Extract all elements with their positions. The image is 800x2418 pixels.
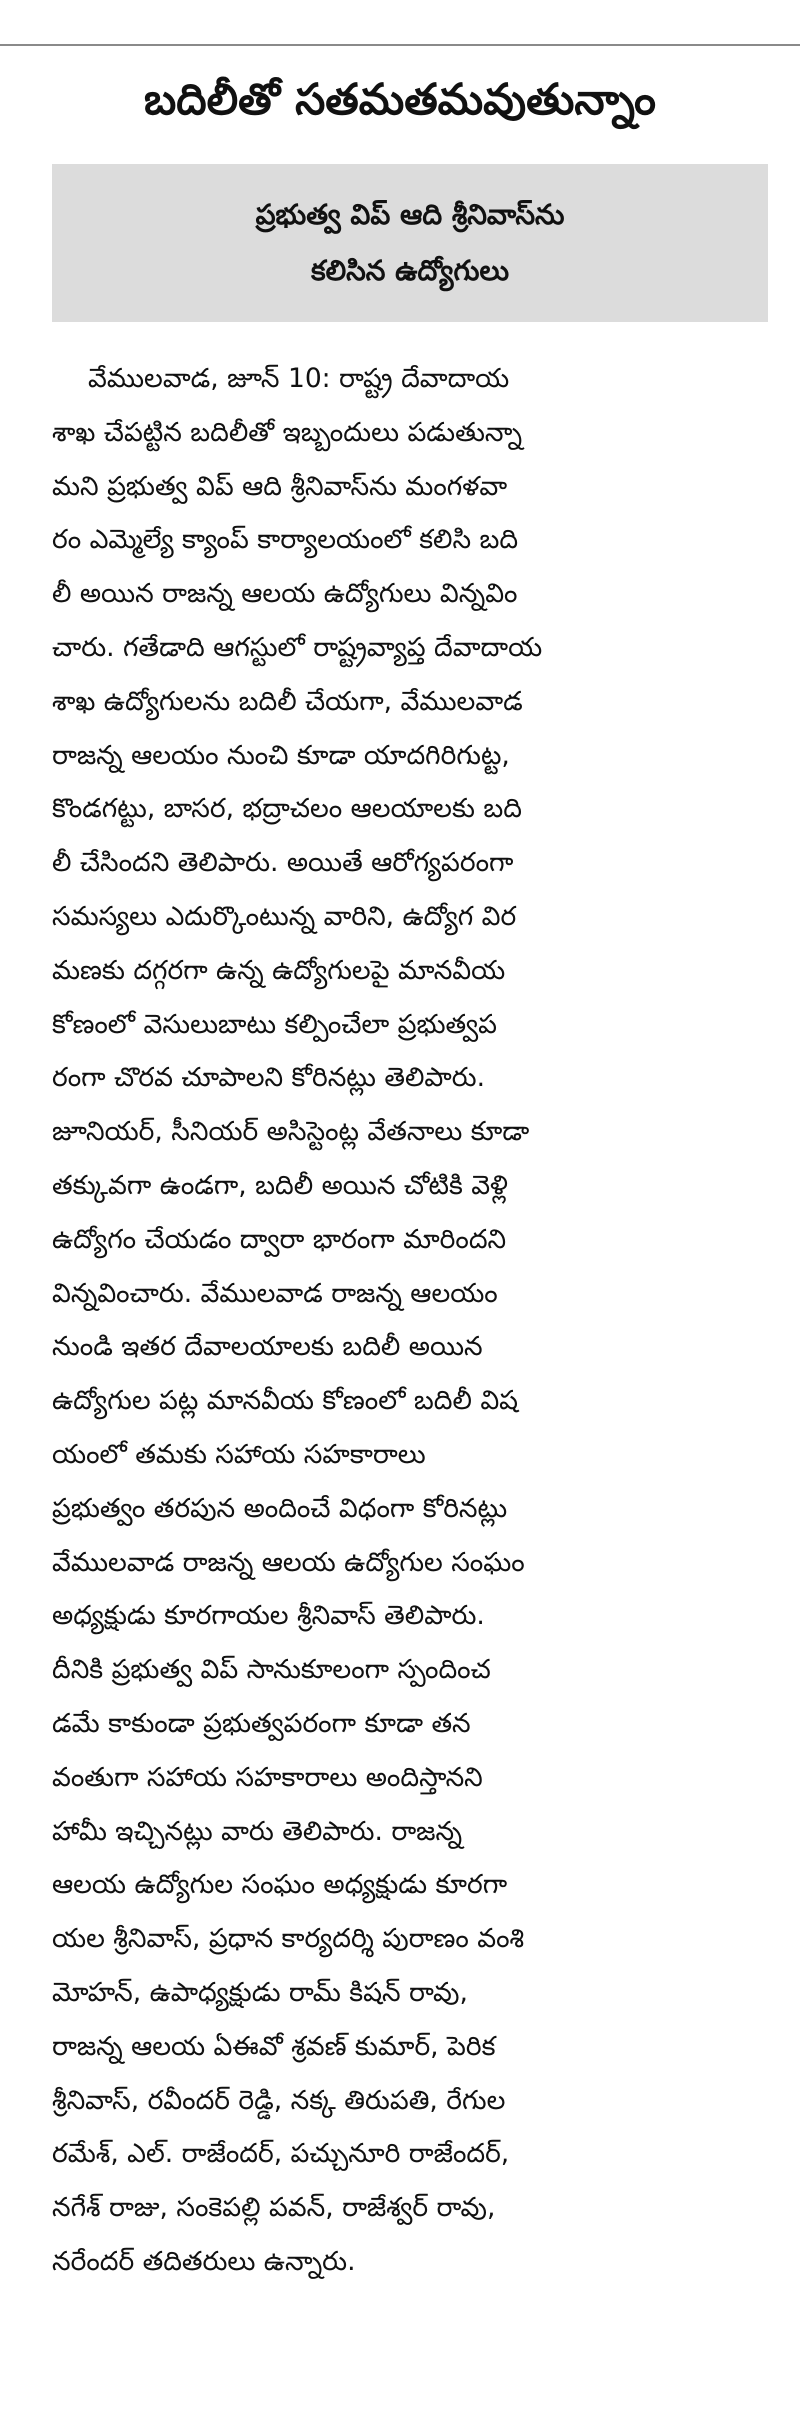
article-body-line: అధ్యక్షుడు కూరగాయల శ్రీనివాస్ తెలిపారు. [52,1600,485,1632]
article-body-line: లీ అయిన రాజన్న ఆలయ ఉద్యోగులు విన్నవిం [52,578,518,610]
article-body-line: ఉద్యోగుల పట్ల మానవీయ కోణంలో బదిలీ విష [52,1385,519,1417]
article-body-line: చారు. గతేడాది ఆగస్టులో రాష్ట్రవ్యాప్త దేవాదాయ [52,631,543,663]
article-body-line: కోణంలో వెసులుబాటు కల్పించేలా ప్రభుత్వప [52,1008,497,1040]
article-body-line: కొండగట్టు, బాసర, భద్రాచలం ఆలయాలకు బది [52,793,522,825]
article-body-line: మని ప్రభుత్వ విప్ ఆది శ్రీనివాస్‌ను మంగళవా [52,470,508,502]
article-body-line: మోహన్, ఉపాధ్యక్షుడు రామ్ కిషన్ రావు, [52,1976,468,2008]
article-body-line: రంగా చొరవ చూపాలని కోరినట్లు తెలిపారు. [52,1062,486,1094]
article-body-line: హామీ ఇచ్చినట్లు వారు తెలిపారు. రాజన్న [52,1815,462,1847]
previous-article-clipped-heading [40,0,270,18]
subheadline-box [52,164,768,322]
article-body-line: సమస్యలు ఎదుర్కొంటున్న వారిని, ఉద్యోగ విర [52,900,517,932]
article-body-line: రమేశ్, ఎల్. రాజేందర్, పచ్చునూరి రాజేందర్, [52,2138,510,2170]
article-headline: బదిలీతో సతమతమవుతున్నాం [144,75,656,125]
article-body-line: నగేశ్ రాజు, సంకెపల్లి పవన్, రాజేశ్వర్ రావు, [52,2192,496,2224]
article-body-line: ప్రభుత్వం తరపున అందించే విధంగా కోరినట్లు [52,1492,508,1524]
next-article-clipped-heading [268,2404,468,2418]
subheadline-line-1: ప్రభుత్వ విప్ ఆది శ్రీనివాస్‌ను [255,198,565,231]
article-body-line: ఆలయ ఉద్యోగుల సంఘం అధ్యక్షుడు కూరగా [52,1869,508,1901]
article-body-line: వేములవాడ, జూన్ 10: రాష్ట్ర దేవాదాయ [88,363,510,394]
article-body-line: విన్నవించారు. వేములవాడ రాజన్న ఆలయం [52,1277,498,1309]
article-body-line: రాజన్న ఆలయ ఏఈవో శ్రవణ్ కుమార్, పెరిక [52,2030,496,2062]
article-body-line: జూనియర్, సీనియర్ అసిస్టెంట్ల వేతనాలు కూడా [52,1116,530,1148]
article-body-line: లీ చేసిందని తెలిపారు. అయితే ఆరోగ్యపరంగా [52,847,514,879]
article-body-line: రాజన్న ఆలయం నుంచి కూడా యాదగిరిగుట్ట, [52,739,510,771]
section-divider [0,44,800,46]
article-body-line: శ్రీనివాస్, రవీందర్ రెడ్డి, నక్క తిరుపతి, రేగుల [52,2084,506,2116]
article-body [52,352,762,2289]
article-body-line: డమే కాకుండా ప్రభుత్వపరంగా కూడా తన [52,1707,471,1739]
article-body-line: వేములవాడ రాజన్న ఆలయ ఉద్యోగుల సంఘం [52,1546,525,1578]
article-body-line: యల శ్రీనివాస్, ప్రధాన కార్యదర్శి పురాణం వంశి [52,1923,525,1955]
article-body-line: శాఖ చేపట్టిన బదిలీతో ఇబ్బందులు పడుతున్నా [52,416,523,448]
article-body-line: వంతుగా సహాయ సహకారాలు అందిస్తానని [52,1761,483,1793]
article-body-line: తక్కువగా ఉండగా, బదిలీ అయిన చోటికి వెళ్లి [52,1169,508,1201]
article-body-line: ఉద్యోగం చేయడం ద్వారా భారంగా మారిందని [52,1223,507,1255]
article-body-line: దీనికి ప్రభుత్వ విప్ సానుకూలంగా స్పందించ [52,1654,491,1686]
subheadline-line-2: కలిసిన ఉద్యోగులు [310,254,510,287]
article-body-line: శాఖ ఉద్యోగులను బదిలీ చేయగా, వేములవాడ [52,685,523,717]
article-body-line: మణకు దగ్గరగా ఉన్న ఉద్యోగులపై మానవీయ [52,954,506,986]
article-body-line: నుండి ఇతర దేవాలయాలకు బదిలీ అయిన [52,1331,483,1363]
article-body-line: రం ఎమ్మెల్యే క్యాంప్ కార్యాలయంలో కలిసి బది [52,524,519,556]
article-body-line: నరేందర్ తదితరులు ఉన్నారు. [52,2245,356,2277]
article-body-line: యంలో తమకు సహాయ సహకారాలు [52,1438,426,1470]
